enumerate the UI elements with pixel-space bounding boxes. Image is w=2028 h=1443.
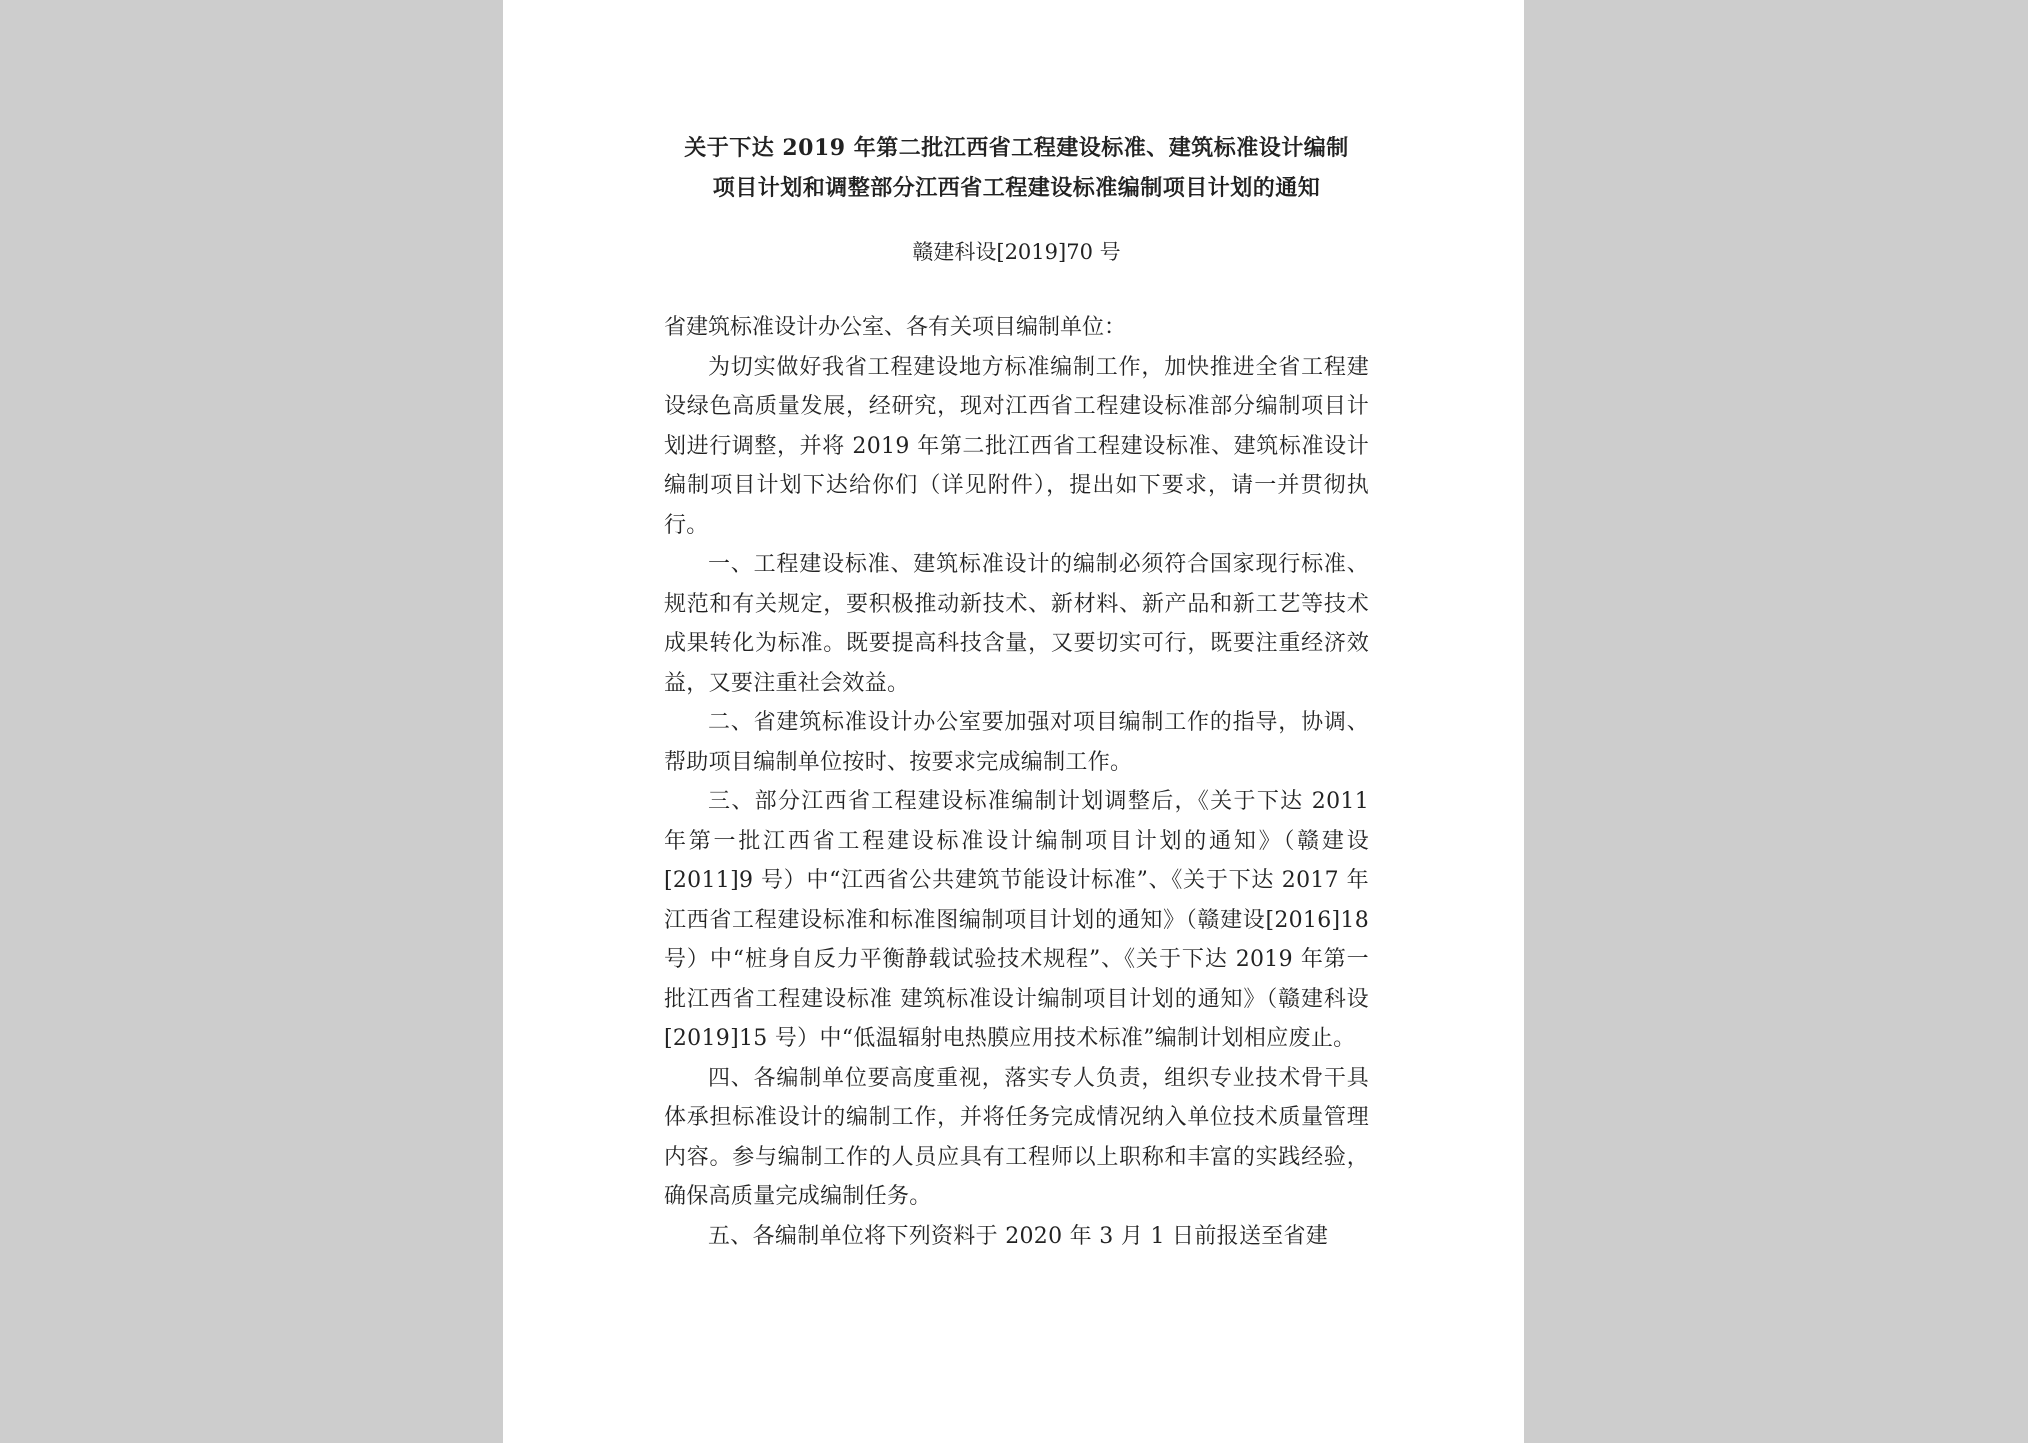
document-body xyxy=(664,128,1369,1256)
title-line-1: 关于下达 2019 年第二批江西省工程建设标准、建筑标准设计编制 xyxy=(684,135,1349,161)
paragraph-item-2: 二、省建筑标准设计办公室要加强对项目编制工作的指导，协调、帮助项目编制单位按时、按要求完成编制工作。 xyxy=(664,710,1369,775)
document-number: 赣建科设[2019]70 号 xyxy=(912,240,1121,264)
paragraph-intro: 为切实做好我省工程建设地方标准编制工作，加快推进全省工程建设绿色高质量发展，经研究，现对江西省工程建设标准部分编制项目计划进行调整，并将 2019 年第二批江西省工程建设标准、建筑标准设计编制项目计划下达给你们（详见附件），提出如下要求，请一并贯彻执行。 xyxy=(664,354,1369,538)
paragraph-item-3: 三、部分江西省工程建设标准编制计划调整后，《关于下达 2011 年第一批江西省工程建设标准设计编制项目计划的通知》（赣建设[2011]9 号）中“江西省公共建筑节能设计标准”、《关于下达 2017 年江西省工程建设标准和标准图编制项目计划的通知》（赣建设[2016]18 号）中“桩身自反力平衡静载试验技术规程”、《关于下达 2019 年第一批江西省工程建设标准 建筑标准设计编制项目计划的通知》（赣建科设[2019]15 号）中“低温辐射电热膜应用技术标准”编制计划相应废止。 xyxy=(664,789,1369,1051)
document-page xyxy=(503,0,1524,1443)
salutation: 省建筑标准设计办公室、各有关项目编制单位： xyxy=(664,315,1127,340)
title-line-2: 项目计划和调整部分江西省工程建设标准编制项目计划的通知 xyxy=(712,175,1321,201)
document-title xyxy=(664,128,1369,208)
paragraph-item-4: 四、各编制单位要高度重视，落实专人负责，组织专业技术骨干具体承担标准设计的编制工作，并将任务完成情况纳入单位技术质量管理内容。参与编制工作的人员应具有工程师以上职称和丰富的实践经验，确保高质量完成编制任务。 xyxy=(664,1065,1369,1209)
paragraph-item-1: 一、工程建设标准、建筑标准设计的编制必须符合国家现行标准、规范和有关规定，要积极推动新技术、新材料、新产品和新工艺等技术成果转化为标准。既要提高科技含量，又要切实可行，既要注重经济效益，又要注重社会效益。 xyxy=(664,552,1369,696)
paragraph-item-5: 五、各编制单位将下列资料于 2020 年 3 月 1 日前报送至省建 xyxy=(708,1223,1329,1249)
